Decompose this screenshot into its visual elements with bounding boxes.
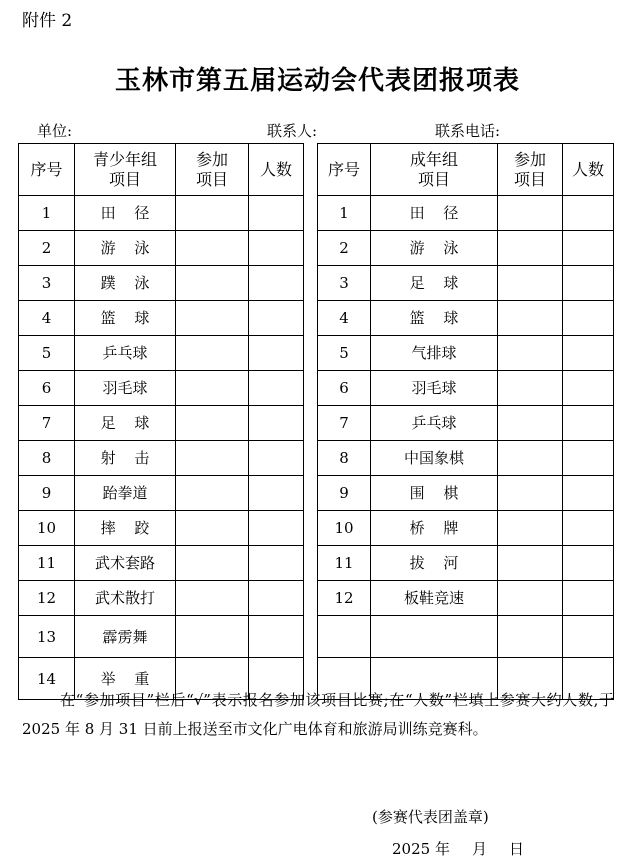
column-gap	[304, 406, 318, 441]
column-gap	[304, 144, 318, 196]
youth-count-cell	[249, 231, 304, 266]
table-row	[19, 231, 614, 266]
youth-no-cell: 5	[19, 336, 75, 371]
youth-event-cell: 乒乓球	[75, 336, 176, 371]
adult-join-cell	[498, 406, 563, 441]
page-title: 玉林市第五届运动会代表团报项表	[114, 66, 520, 96]
youth-join-cell	[176, 406, 249, 441]
phone-label: 联系电话:	[435, 122, 501, 140]
adult-header-event: 成年组 项目	[371, 144, 498, 196]
table-row	[19, 371, 614, 406]
unit-label: 单位:	[37, 122, 73, 140]
youth-count-cell	[249, 266, 304, 301]
column-gap	[304, 441, 318, 476]
table-row	[19, 581, 614, 616]
column-gap	[304, 511, 318, 546]
adult-event-cell: 游 泳	[371, 231, 498, 266]
table-row	[19, 196, 614, 231]
adult-join-cell	[498, 476, 563, 511]
adult-no-cell: 1	[318, 196, 371, 231]
youth-event-cell: 蹼 泳	[75, 266, 176, 301]
adult-event-cell: 气排球	[371, 336, 498, 371]
adult-no-cell: 9	[318, 476, 371, 511]
adult-no-cell: 5	[318, 336, 371, 371]
adult-join-cell	[498, 371, 563, 406]
youth-count-cell	[249, 336, 304, 371]
youth-no-cell: 7	[19, 406, 75, 441]
adult-event-cell: 乒乓球	[371, 406, 498, 441]
youth-join-cell	[176, 301, 249, 336]
youth-event-cell: 武术套路	[75, 546, 176, 581]
table-row	[19, 336, 614, 371]
adult-no-cell: 7	[318, 406, 371, 441]
youth-header-no: 序号	[19, 144, 75, 196]
youth-event-cell: 田 径	[75, 196, 176, 231]
adult-no-cell: 12	[318, 581, 371, 616]
adult-count-cell	[563, 231, 614, 266]
youth-join-cell	[176, 616, 249, 658]
adult-event-cell: 拔 河	[371, 546, 498, 581]
youth-no-cell: 11	[19, 546, 75, 581]
youth-join-cell	[176, 371, 249, 406]
youth-header-count: 人数	[249, 144, 304, 196]
youth-no-cell: 3	[19, 266, 75, 301]
adult-count-cell	[563, 266, 614, 301]
adult-no-cell: 4	[318, 301, 371, 336]
instruction-note: 在“参加项目”栏后“√”表示报名参加该项目比赛;在“人数”栏填上参赛大约人数,于 2025 年 8 月 31 日前上报送至市文化广电体育和旅游局训练竞赛科。	[22, 691, 614, 738]
table-row	[19, 406, 614, 441]
youth-count-cell	[249, 406, 304, 441]
youth-event-cell: 跆拳道	[75, 476, 176, 511]
youth-join-cell	[176, 196, 249, 231]
adult-join-cell	[498, 231, 563, 266]
youth-event-cell: 足 球	[75, 406, 176, 441]
youth-no-cell: 10	[19, 511, 75, 546]
adult-join-cell	[498, 546, 563, 581]
adult-header-join: 参加 项目	[498, 144, 563, 196]
date-day: 日	[508, 840, 524, 858]
adult-no-cell: 6	[318, 371, 371, 406]
adult-event-cell: 羽毛球	[371, 371, 498, 406]
column-gap	[304, 336, 318, 371]
adult-no-cell: 8	[318, 441, 371, 476]
youth-event-cell: 射 击	[75, 441, 176, 476]
youth-join-cell	[176, 441, 249, 476]
youth-no-cell: 2	[19, 231, 75, 266]
adult-event-cell: 足 球	[371, 266, 498, 301]
table-row	[19, 441, 614, 476]
adult-count-cell	[563, 371, 614, 406]
youth-count-cell	[249, 196, 304, 231]
adult-event-cell: 篮 球	[371, 301, 498, 336]
adult-join-cell	[498, 196, 563, 231]
adult-join-cell	[498, 616, 563, 658]
youth-join-cell	[176, 266, 249, 301]
table-row	[19, 511, 614, 546]
adult-count-cell	[563, 406, 614, 441]
adult-join-cell	[498, 301, 563, 336]
youth-join-cell	[176, 336, 249, 371]
attachment-label: 附件 2	[22, 11, 73, 31]
youth-no-cell: 9	[19, 476, 75, 511]
youth-no-cell: 12	[19, 581, 75, 616]
adult-count-cell	[563, 441, 614, 476]
youth-count-cell	[249, 546, 304, 581]
youth-header-join: 参加 项目	[176, 144, 249, 196]
table-row	[19, 616, 614, 658]
adult-event-cell: 桥 牌	[371, 511, 498, 546]
youth-count-cell	[249, 511, 304, 546]
date-year: 2025 年	[392, 840, 450, 858]
table-body	[19, 196, 614, 700]
youth-no-cell: 8	[19, 441, 75, 476]
adult-event-cell	[371, 616, 498, 658]
stamp-label: (参赛代表团盖章)	[372, 808, 489, 826]
youth-event-cell: 举 重	[75, 658, 176, 700]
youth-no-cell: 1	[19, 196, 75, 231]
adult-join-cell	[498, 441, 563, 476]
date-line	[392, 838, 524, 859]
column-gap	[304, 371, 318, 406]
youth-count-cell	[249, 581, 304, 616]
column-gap	[304, 301, 318, 336]
adult-count-cell	[563, 546, 614, 581]
date-month: 月	[471, 840, 487, 858]
table-row	[19, 476, 614, 511]
youth-no-cell: 6	[19, 371, 75, 406]
adult-join-cell	[498, 581, 563, 616]
youth-count-cell	[249, 301, 304, 336]
registration-table	[18, 143, 614, 700]
table-row	[19, 546, 614, 581]
youth-header-event: 青少年组 项目	[75, 144, 176, 196]
adult-join-cell	[498, 266, 563, 301]
adult-header-no: 序号	[318, 144, 371, 196]
adult-count-cell	[563, 476, 614, 511]
table-row	[19, 301, 614, 336]
youth-no-cell: 14	[19, 658, 75, 700]
adult-no-cell	[318, 616, 371, 658]
youth-count-cell	[249, 476, 304, 511]
youth-event-cell: 篮 球	[75, 301, 176, 336]
youth-count-cell	[249, 616, 304, 658]
youth-join-cell	[176, 581, 249, 616]
youth-no-cell: 13	[19, 616, 75, 658]
adult-count-cell	[563, 616, 614, 658]
youth-no-cell: 4	[19, 301, 75, 336]
youth-event-cell: 羽毛球	[75, 371, 176, 406]
adult-join-cell	[498, 511, 563, 546]
youth-join-cell	[176, 546, 249, 581]
adult-event-cell: 围 棋	[371, 476, 498, 511]
youth-event-cell: 霹雳舞	[75, 616, 176, 658]
youth-join-cell	[176, 231, 249, 266]
column-gap	[304, 546, 318, 581]
youth-event-cell: 游 泳	[75, 231, 176, 266]
adult-count-cell	[563, 511, 614, 546]
contact-label: 联系人:	[267, 122, 318, 140]
column-gap	[304, 616, 318, 658]
column-gap	[304, 581, 318, 616]
table-row	[19, 266, 614, 301]
adult-count-cell	[563, 336, 614, 371]
adult-count-cell	[563, 301, 614, 336]
column-gap	[304, 266, 318, 301]
adult-no-cell: 3	[318, 266, 371, 301]
column-gap	[304, 196, 318, 231]
adult-count-cell	[563, 196, 614, 231]
youth-event-cell: 武术散打	[75, 581, 176, 616]
adult-join-cell	[498, 336, 563, 371]
adult-header-count: 人数	[563, 144, 614, 196]
youth-join-cell	[176, 511, 249, 546]
youth-join-cell	[176, 476, 249, 511]
adult-no-cell: 10	[318, 511, 371, 546]
youth-count-cell	[249, 441, 304, 476]
column-gap	[304, 231, 318, 266]
table-header-row	[19, 144, 614, 196]
youth-count-cell	[249, 371, 304, 406]
adult-event-cell: 中国象棋	[371, 441, 498, 476]
adult-event-cell: 板鞋竞速	[371, 581, 498, 616]
adult-count-cell	[563, 581, 614, 616]
adult-no-cell: 11	[318, 546, 371, 581]
column-gap	[304, 476, 318, 511]
adult-no-cell: 2	[318, 231, 371, 266]
adult-event-cell: 田 径	[371, 196, 498, 231]
youth-event-cell: 摔 跤	[75, 511, 176, 546]
